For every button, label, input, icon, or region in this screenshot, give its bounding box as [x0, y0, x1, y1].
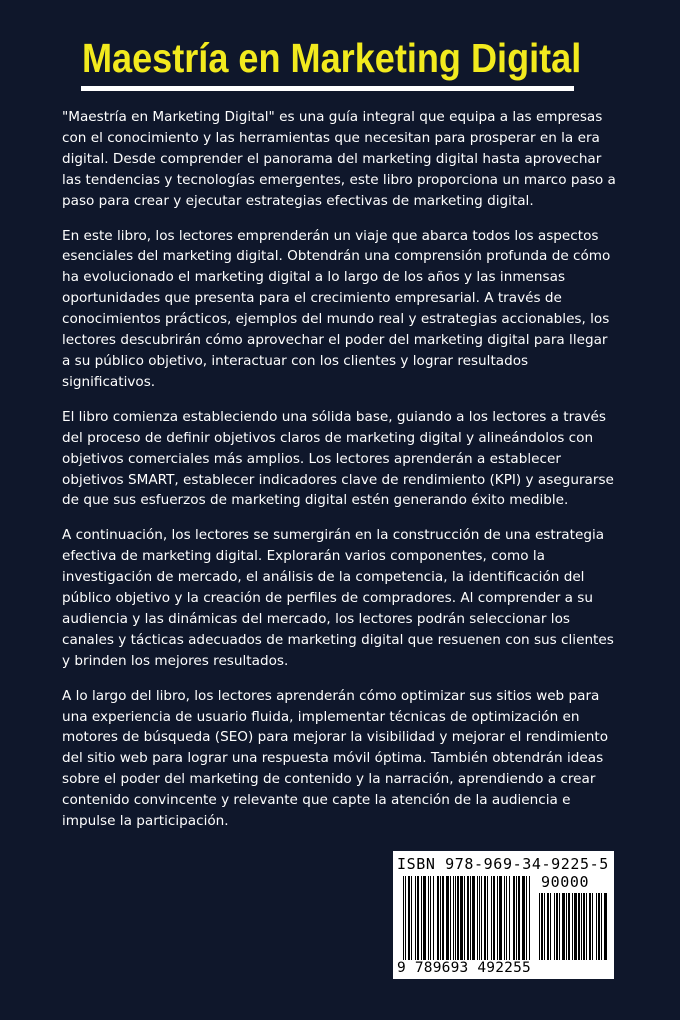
barcode-addon-digits: 90000: [541, 873, 590, 891]
barcode-addon-bars: [539, 893, 607, 960]
blurb-paragraph-1: "Maestría en Marketing Digital" es una guía integral que equipa a las empresas con el conocimiento y las herramientas que necesitan para prosperar en la era digital. Desde comprender el panorama del marketing digital hasta aprovechar las tendencias y tecnologías emergentes, este libro proporciona un marco paso a paso para crear y ejecutar estrategias efectivas de marketing digital.: [62, 109, 616, 209]
isbn-text: ISBN 978-969-34-9225-5: [397, 855, 609, 873]
blurb: [62, 107, 618, 846]
blurb-paragraph-4: A continuación, los lectores se sumergirán en la construcción de una estrategia efectiva de marketing digital. Explorarán varios componentes, como la investigación de mercado, el análisis de la competencia, la identificación del público objetivo y la creación de perfiles de compradores. Al comprender a su audiencia y las dinámicas del mercado, los lectores podrán seleccionar los canales y tácticas adecuados de marketing digital que resuenen con sus clientes y brinden los mejores resultados.: [62, 527, 614, 669]
title-underline: [81, 86, 574, 91]
blurb-paragraph-5: A lo largo del libro, los lectores aprenderán cómo optimizar sus sitios web para una experiencia de usuario fluida, implementar técnicas de optimización en motores de búsqueda (SEO) para mejorar la visibilidad y mejorar el rendimiento del sitio web para lograr una respuesta móvil óptima. También obtendrán ideas sobre el poder del marketing de contenido y la narración, aprendiendo a crear contenido convincente y relevante que capte la atención de la audiencia e impulse la participación.: [62, 687, 609, 830]
barcode-main-digits: 9 789693 492255: [397, 960, 531, 976]
book-title: Maestría en Marketing Digital: [82, 35, 582, 81]
barcode-main-bars: [403, 876, 531, 960]
isbn-barcode: [393, 851, 614, 979]
blurb-paragraph-3: El libro comienza estableciendo una sólida base, guiando a los lectores a través del proceso de definir objetivos claros de marketing digital y alineándolos con objetivos comerciales más amplios. Los lectores aprenderán a establecer objetivos SMART, establecer indicadores clave de rendimiento (KPI) y asegurarse de que sus esfuerzos de marketing digital estén generando éxito medible.: [62, 408, 614, 509]
blurb-paragraph-2: En este libro, los lectores emprenderán un viaje que abarca todos los aspectos esenciales del marketing digital. Obtendrán una comprensión profunda de cómo ha evolucionado el marketing digital a lo largo de los años y las inmensas oportunidades que presenta para el crecimiento empresarial. A través de conocimientos prácticos, ejemplos del mundo real y estrategias accionables, los lectores descubrirán cómo aprovechar el poder del marketing digital para llegar a su público objetivo, interactuar con los clientes y lograr resultados significativos.: [62, 227, 611, 390]
